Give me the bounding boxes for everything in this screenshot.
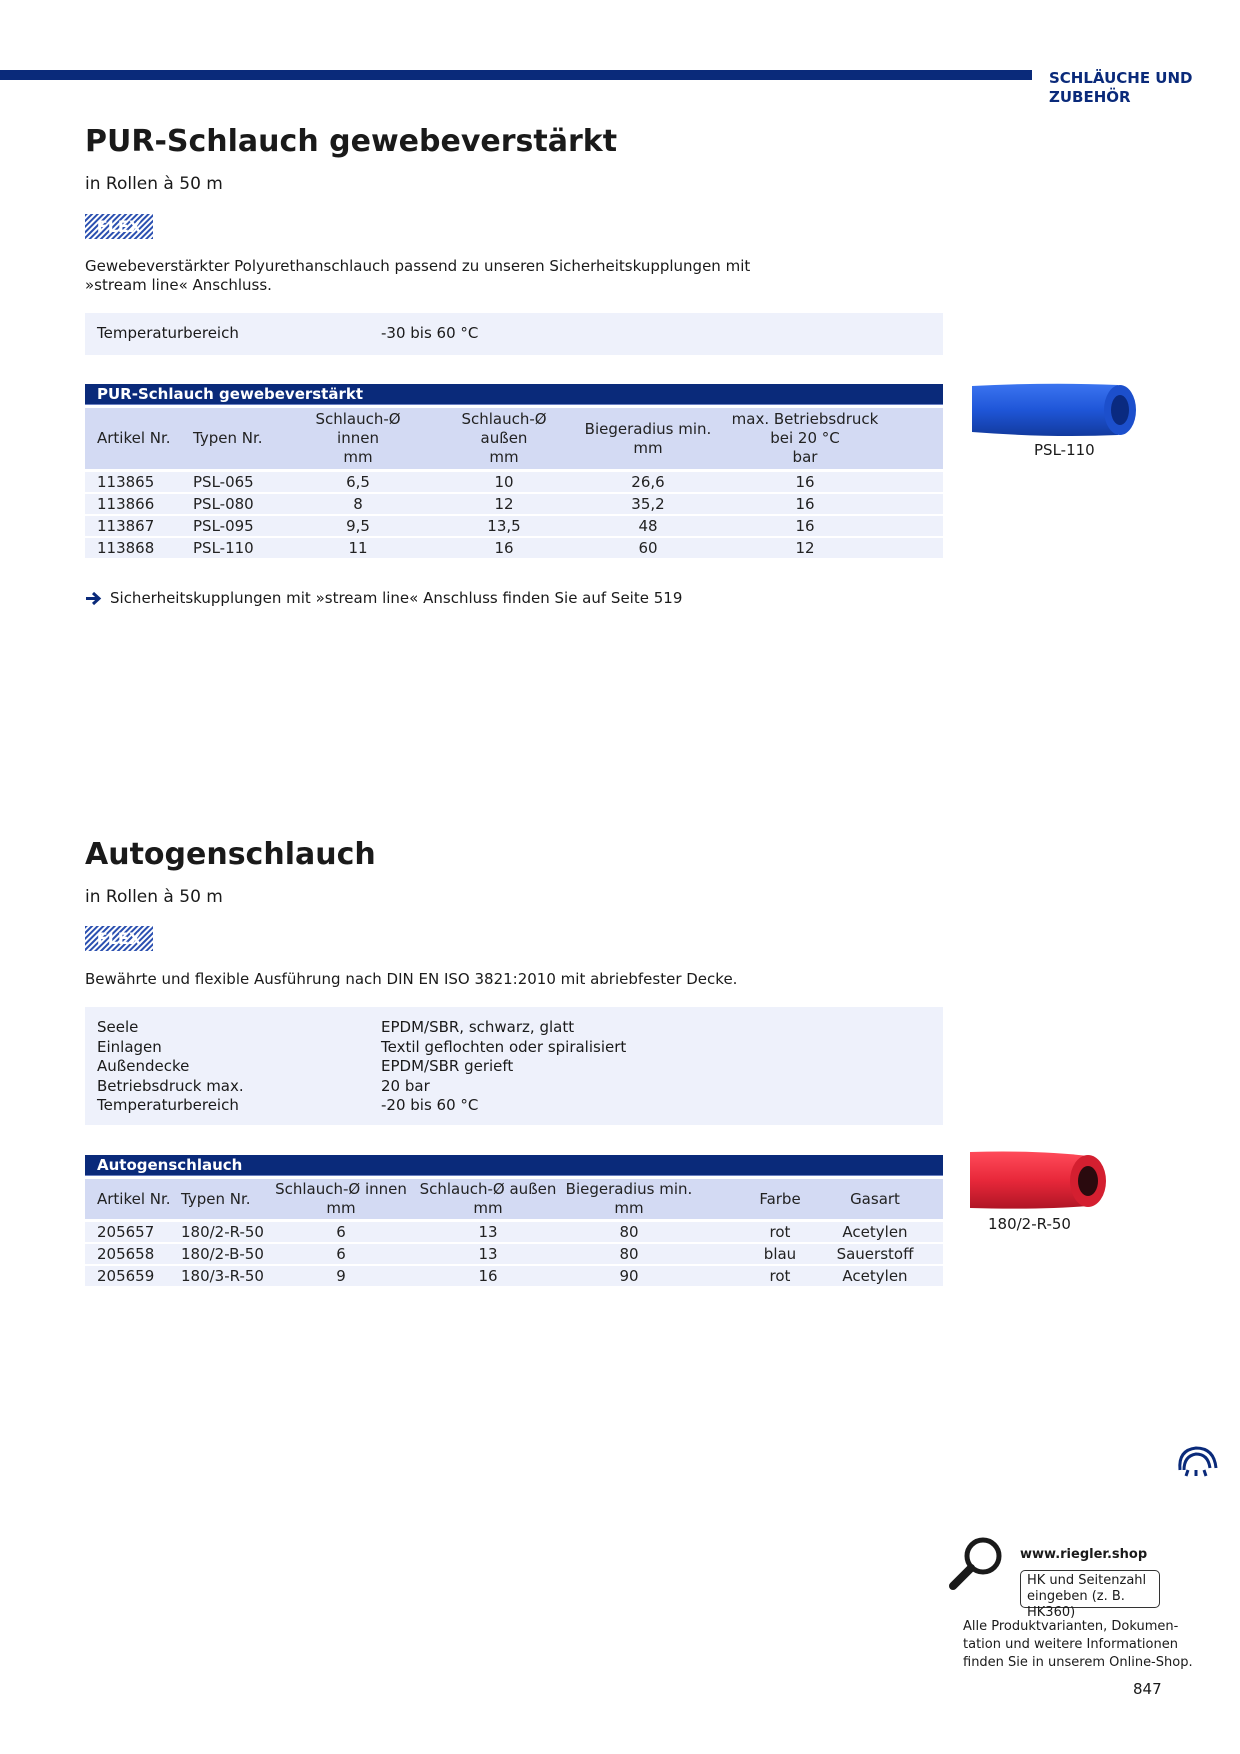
table-row bbox=[85, 538, 943, 560]
spec-row bbox=[97, 1096, 931, 1116]
th-gasart: Gasart bbox=[850, 1189, 900, 1208]
product2-table bbox=[85, 1155, 943, 1288]
svg-text:FLEX: FLEX bbox=[96, 929, 142, 948]
td-aussen: 16 bbox=[494, 539, 514, 557]
td-innen: 6 bbox=[336, 1223, 346, 1241]
td-typen: PSL-080 bbox=[193, 495, 254, 513]
td-innen: 6 bbox=[336, 1245, 346, 1263]
td-aussen: 12 bbox=[494, 495, 514, 513]
spec-row bbox=[97, 1018, 931, 1038]
td-artikel: 205659 bbox=[97, 1267, 155, 1285]
td-artikel: 205657 bbox=[97, 1223, 155, 1241]
td-biegeradius: 35,2 bbox=[631, 495, 665, 513]
table-row bbox=[85, 516, 943, 538]
spec-row bbox=[97, 1057, 931, 1077]
td-druck: 12 bbox=[795, 539, 815, 557]
product1-title: PUR-Schlauch gewebeverstärkt bbox=[85, 124, 618, 159]
td-farbe: rot bbox=[769, 1267, 791, 1285]
spec-key: Außendecke bbox=[97, 1057, 190, 1075]
th-typen: Typen Nr. bbox=[181, 1189, 251, 1208]
td-typen: 180/2-R-50 bbox=[181, 1223, 264, 1241]
td-typen: PSL-065 bbox=[193, 473, 254, 491]
page-number: 847 bbox=[1133, 1680, 1162, 1698]
th-artikel: Artikel Nr. bbox=[97, 429, 171, 447]
spec-value: EPDM/SBR, schwarz, glatt bbox=[381, 1018, 575, 1036]
td-artikel: 113866 bbox=[97, 495, 155, 513]
spec-value: -20 bis 60 °C bbox=[381, 1096, 479, 1114]
td-gasart: Acetylen bbox=[842, 1223, 908, 1241]
product1-spec-box bbox=[85, 313, 943, 355]
td-druck: 16 bbox=[795, 495, 815, 513]
td-typen: PSL-110 bbox=[193, 539, 254, 557]
td-biegeradius: 60 bbox=[638, 539, 658, 557]
td-typen: 180/2-B-50 bbox=[181, 1245, 264, 1263]
spec-value: -30 bis 60 °C bbox=[381, 324, 479, 342]
th-aussen: Schlauch-Ø außen mm bbox=[461, 410, 547, 466]
header-bar bbox=[0, 70, 1032, 80]
table-title: Autogenschlauch bbox=[85, 1155, 943, 1176]
red-hose-image bbox=[968, 1150, 1113, 1212]
cross-reference-note[interactable] bbox=[85, 589, 682, 607]
spec-key: Temperaturbereich bbox=[97, 324, 239, 342]
td-innen: 8 bbox=[353, 495, 363, 513]
spec-key: Betriebsdruck max. bbox=[97, 1076, 244, 1095]
table-row bbox=[85, 472, 943, 494]
td-aussen: 16 bbox=[478, 1267, 498, 1285]
product1-description: Gewebeverstärkter Polyurethanschlauch passend zu unseren Sicherheitskupplungen mit »stream line« Anschluss. bbox=[85, 257, 751, 294]
td-gasart: Sauerstoff bbox=[836, 1245, 914, 1263]
svg-text:FLEX: FLEX bbox=[96, 217, 142, 236]
section-label: SCHLÄUCHE UND ZUBEHÖR bbox=[1049, 69, 1193, 106]
flex-badge-icon bbox=[85, 926, 153, 951]
spec-key: Einlagen bbox=[97, 1037, 162, 1056]
th-farbe: Farbe bbox=[759, 1189, 801, 1208]
th-biegeradius: Biegeradius min. mm bbox=[584, 419, 712, 457]
spec-value: EPDM/SBR gerieft bbox=[381, 1057, 514, 1075]
td-aussen: 13 bbox=[478, 1245, 498, 1263]
th-biegeradius: Biegeradius min. mm bbox=[565, 1180, 693, 1217]
td-typen: PSL-095 bbox=[193, 517, 254, 535]
product2-title: Autogenschlauch bbox=[85, 837, 376, 872]
flex-badge-icon bbox=[85, 214, 153, 239]
table-row bbox=[85, 1266, 943, 1288]
td-artikel: 205658 bbox=[97, 1245, 155, 1263]
table-header bbox=[85, 1179, 943, 1219]
spec-row bbox=[97, 324, 931, 344]
td-farbe: blau bbox=[763, 1245, 797, 1263]
product2-spec-box bbox=[85, 1007, 943, 1125]
td-innen: 9,5 bbox=[346, 517, 370, 535]
td-gasart: Acetylen bbox=[842, 1267, 908, 1285]
th-typen: Typen Nr. bbox=[193, 429, 263, 447]
table-row bbox=[85, 1222, 943, 1244]
td-aussen: 13,5 bbox=[487, 517, 521, 535]
table-title: PUR-Schlauch gewebeverstärkt bbox=[85, 384, 943, 405]
th-artikel: Artikel Nr. bbox=[97, 1189, 171, 1208]
td-druck: 16 bbox=[795, 473, 815, 491]
td-biegeradius: 48 bbox=[638, 517, 658, 535]
td-innen: 11 bbox=[348, 539, 368, 557]
blue-hose-image bbox=[970, 380, 1145, 440]
product2-subtitle: in Rollen à 50 m bbox=[85, 887, 223, 907]
td-artikel: 113865 bbox=[97, 473, 155, 491]
product2-image-caption: 180/2-R-50 bbox=[988, 1215, 1071, 1233]
td-biegeradius: 90 bbox=[619, 1267, 639, 1285]
td-biegeradius: 26,6 bbox=[631, 473, 665, 491]
product1-subtitle: in Rollen à 50 m bbox=[85, 174, 223, 194]
spec-key: Seele bbox=[97, 1018, 139, 1036]
spec-key: Temperaturbereich bbox=[97, 1096, 239, 1114]
table-header bbox=[85, 408, 943, 469]
spec-value: 20 bar bbox=[381, 1076, 430, 1095]
spec-value: Textil geflochten oder spiralisiert bbox=[381, 1037, 627, 1056]
table-row bbox=[85, 494, 943, 516]
td-innen: 9 bbox=[336, 1267, 346, 1285]
table-row bbox=[85, 1244, 943, 1266]
arrow-right-icon bbox=[85, 591, 102, 606]
note-text: Sicherheitskupplungen mit »stream line« Anschluss finden Sie auf Seite 519 bbox=[110, 589, 683, 607]
td-aussen: 10 bbox=[494, 473, 514, 491]
website-link[interactable]: www.riegler.shop bbox=[1020, 1547, 1148, 1562]
th-innen: Schlauch-Ø innen mm bbox=[275, 1180, 407, 1217]
product2-description: Bewährte und flexible Ausführung nach DIN EN ISO 3821:2010 mit abriebfester Decke. bbox=[85, 970, 738, 988]
spec-row bbox=[97, 1077, 931, 1097]
td-farbe: rot bbox=[769, 1223, 791, 1241]
td-artikel: 113868 bbox=[97, 539, 155, 557]
td-biegeradius: 80 bbox=[619, 1223, 639, 1241]
td-biegeradius: 80 bbox=[619, 1245, 639, 1263]
product1-image-caption: PSL-110 bbox=[1034, 441, 1095, 459]
td-aussen: 13 bbox=[478, 1223, 498, 1241]
product1-table bbox=[85, 384, 943, 560]
spec-row bbox=[97, 1038, 931, 1058]
th-druck: max. Betriebsdruck bei 20 °C bar bbox=[731, 410, 879, 466]
th-innen: Schlauch-Ø innen mm bbox=[315, 410, 401, 466]
td-artikel: 113867 bbox=[97, 517, 155, 535]
td-druck: 16 bbox=[795, 517, 815, 535]
hose-coil-logo-icon bbox=[1174, 1440, 1222, 1480]
th-aussen: Schlauch-Ø außen mm bbox=[419, 1180, 557, 1217]
online-shop-text: Alle Produktvarianten, Dokumen- tation und weitere Informationen finden Sie in unserem Online-Shop. bbox=[963, 1619, 1193, 1670]
hk-search-hint: HK und Seitenzahl eingeben (z. B. HK360) bbox=[1020, 1570, 1160, 1608]
magnifier-icon bbox=[947, 1534, 1007, 1594]
td-innen: 6,5 bbox=[346, 473, 370, 491]
td-typen: 180/3-R-50 bbox=[181, 1267, 264, 1285]
